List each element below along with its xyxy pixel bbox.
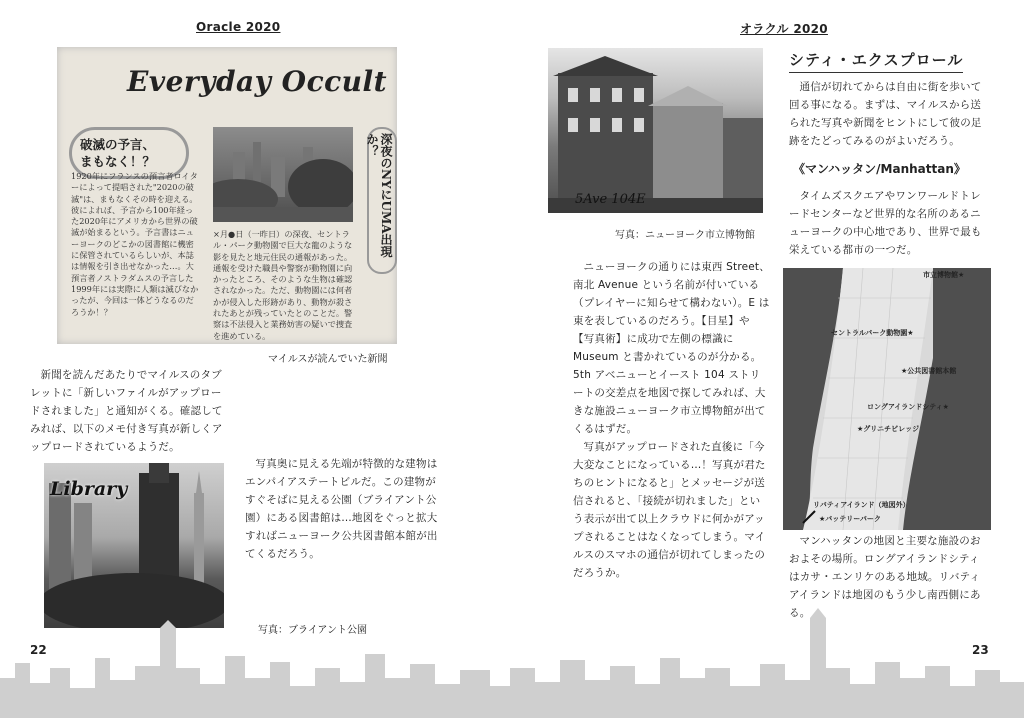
paragraph-text: タイムズスクエアやワンワールドトレードセンターなど世界的な名所のあるニューヨークの中心地であり、世界で最も栄えている都市の一つだ。 bbox=[789, 190, 982, 256]
paragraph-text: 写真がアップロードされた直後に「今大変なことになっている…！写真が君たちのヒントになると」とメッセージが送信されると、「接続が切れました」という表示が出て以上クラウドに何かがアップされることはなくなってしまう。マイルスのスマホの通信が切れてしまったのだろうか。 bbox=[573, 441, 766, 579]
library-label: Library bbox=[50, 478, 128, 500]
page-number-right: 23 bbox=[972, 643, 989, 657]
newspaper-caption: マイルスが読んでいた新聞 bbox=[268, 354, 388, 365]
paragraph-text: 通信が切れてからは自由に街を歩いて回る事になる。まずは、マイルスから送られた写真や新聞をヒントにして彼の足跡をたどってみるのがよいだろう。 bbox=[789, 81, 982, 147]
museum-photo bbox=[548, 48, 763, 213]
map-label-museum: 市立博物館★ bbox=[923, 271, 965, 279]
newspaper-column-2: ×月●日（一昨日）の深夜、セントラル・パーク動物園で巨大な龍のような影を見たと地元住民の通報があった。通報を受けた職員や警察が動物園に向かったところ、そのような生物は確認されなかった。ただ、動物園には何者かが侵入した形跡があり、動物が殺されたあとが残っていたとのことだ。警察は不法侵入と業務妨害の疑いで捜査を進めている。 bbox=[213, 229, 353, 341]
page-number-left: 22 bbox=[30, 643, 47, 657]
map-label-long-island-city: ロングアイランドシティ★ bbox=[867, 403, 949, 411]
library-caption: 写真：ブライアント公園 bbox=[258, 625, 367, 636]
museum-street-label: 5Ave 104E bbox=[575, 192, 646, 207]
section-intro bbox=[789, 78, 989, 150]
map-label-library: ★公共図書館本館 bbox=[901, 367, 957, 375]
park-skyline-graphic bbox=[213, 127, 353, 222]
newspaper-headline: 破滅の予言、 まもなく！？ bbox=[69, 127, 189, 179]
map-label-zoo: セントラルパーク動物園★ bbox=[831, 329, 914, 337]
map-graphic bbox=[783, 268, 991, 530]
newspaper-vertical-headline: 深夜のNYにUMA出現か？ bbox=[367, 127, 397, 274]
paragraph-text: ニューヨークの通りには東西 Street、南北 Avenue という名前が付いている（プレイヤーに知らせて構わない）。E は東を表しているのだろう。【目星】や【写真術】に成功で左側の標識に Museum と書かれているのが分かる。5th アベニューとイースト 104 ストリートの交差点を地図で探してみれば、大きな施設ニューヨーク市立博物館が出てくるはずだ。 bbox=[573, 261, 770, 435]
library-paragraph bbox=[245, 455, 443, 563]
section-title: シティ・エクスプロール bbox=[789, 49, 963, 73]
running-head-right: オラクル 2020 bbox=[740, 22, 828, 36]
running-head-left: Oracle 2020 bbox=[196, 20, 281, 34]
map-label-greenwich: ★グリニチビレッジ bbox=[857, 425, 920, 433]
newspaper-column-1: 1920年にフランスの預言者ロイターによって提唱された"2020の破滅"は、まもなくその時を迎える。彼によれば、予言から100年経った2020年にアメリカから世界の破滅が始まるという。予言書はニューヨークのどこかの図書館に機密に保管されているらしいが、本誌は情報を引き出せなかった…。大預言者ノストラダムスの予言した1999年には実際に人類は滅びなかったが、今回は一体どうなるのだろうか！？ bbox=[71, 171, 199, 317]
museum-paragraph bbox=[573, 258, 771, 582]
newspaper-title: Everyday Occult bbox=[127, 65, 388, 98]
central-park-photo bbox=[213, 127, 353, 222]
museum-caption: 写真：ニューヨーク市立博物館 bbox=[615, 230, 755, 241]
paragraph-text: マンハッタンの地図と主要な施設のおおよその場所。ロングアイランドシティはカサ・エンリケのある地域。リバティアイランドは地図のもう少し南西側にある。 bbox=[789, 535, 981, 619]
paragraph-text: 写真奥に見える先端が特徴的な建物はエンパイアステートビルだ。この建物がすぐそばに見える公園（ブライアント公園）にある図書館は…地図をぐっと拡大すればニューヨーク公共図書館本館が出てくるだろう。 bbox=[245, 458, 438, 560]
museum-building-graphic bbox=[548, 48, 763, 213]
subsection-title: 《マンハッタン/Manhattan》 bbox=[793, 162, 966, 176]
manhattan-map bbox=[783, 268, 991, 530]
map-label-battery: ★バッテリーパーク bbox=[819, 515, 881, 523]
city-skyline-graphic bbox=[0, 608, 1024, 718]
newspaper-clipping bbox=[57, 47, 397, 344]
map-label-liberty: リバティアイランド（地図外） bbox=[813, 501, 910, 509]
manhattan-paragraph bbox=[789, 187, 989, 259]
intro-paragraph bbox=[30, 366, 228, 456]
paragraph-text: 新聞を読んだあたりでマイルスのタブレットに「新しいファイルがアップロードされました」と通知がくる。確認してみれば、以下のメモ付き写真が新しくアップロードされているようだ。 bbox=[30, 369, 223, 453]
